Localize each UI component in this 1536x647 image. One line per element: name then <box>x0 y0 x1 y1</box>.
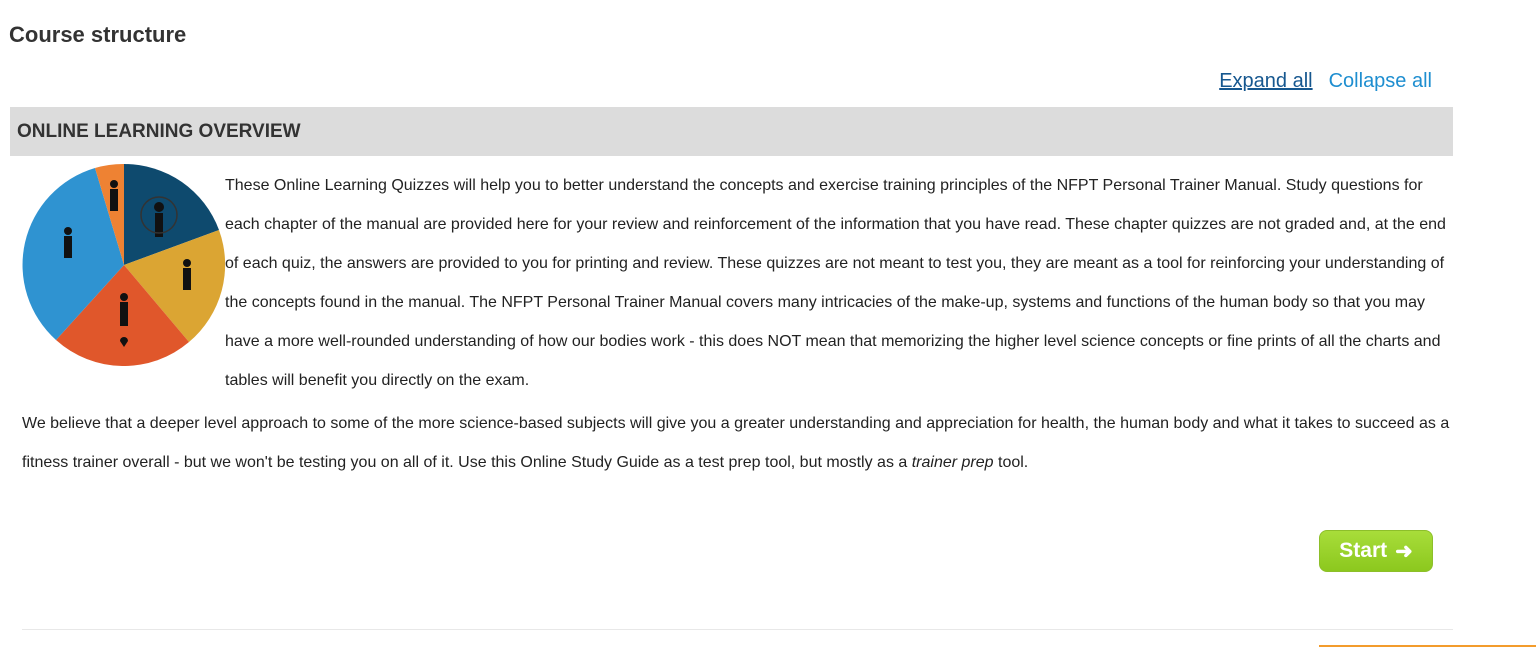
section-title: ONLINE LEARNING OVERVIEW <box>17 121 301 142</box>
paragraph-text-end: tool. <box>993 454 1029 471</box>
start-button[interactable] <box>1319 530 1433 572</box>
expand-collapse-links <box>1203 70 1432 93</box>
intro-paragraph: These Online Learning Quizzes will help you to better understand the concepts and exercise training principles of the NFPT Personal Trainer Manual. Study questions for each chapter of the manual are provided here for your review and reinforcement of the information that you have read. These chapter quizzes are not graded and, at the end of each quiz, the answers are provided to you for printing and review. These quizzes are not meant to test you, they are meant as a tool for reinforcing your understanding of the concepts found in the manual. The NFPT Personal Trainer Manual covers many intricacies of the make-up, systems and functions of the human body so that you may have a more well-rounded understanding of how our bodies work - this does NOT mean that memorizing the higher level science concepts or fine prints of all the charts and tables will benefit you directly on the exam. <box>225 177 1446 389</box>
study-guide-paragraph <box>22 404 1452 482</box>
expand-all-link[interactable]: Expand all <box>1219 70 1313 92</box>
arrow-right-icon: ➜ <box>1395 539 1413 563</box>
emphasis-text: trainer prep <box>911 454 994 471</box>
collapse-all-link[interactable]: Collapse all <box>1328 70 1432 92</box>
paragraph-text: We believe that a deeper level approach to some of the more science-based subjects will give you a greater understanding and appreciation for health, the human body and what it takes to succeed as a fitness trainer overall - but we won't be testing you on all of it. Use this Online Study Guide as a test prep tool, but mostly as a <box>22 415 1450 471</box>
start-label: Start <box>1339 539 1388 562</box>
course-pie-image <box>22 163 226 367</box>
divider <box>22 629 1453 630</box>
section-header[interactable] <box>10 107 1453 156</box>
page-title: Course structure <box>9 22 187 47</box>
